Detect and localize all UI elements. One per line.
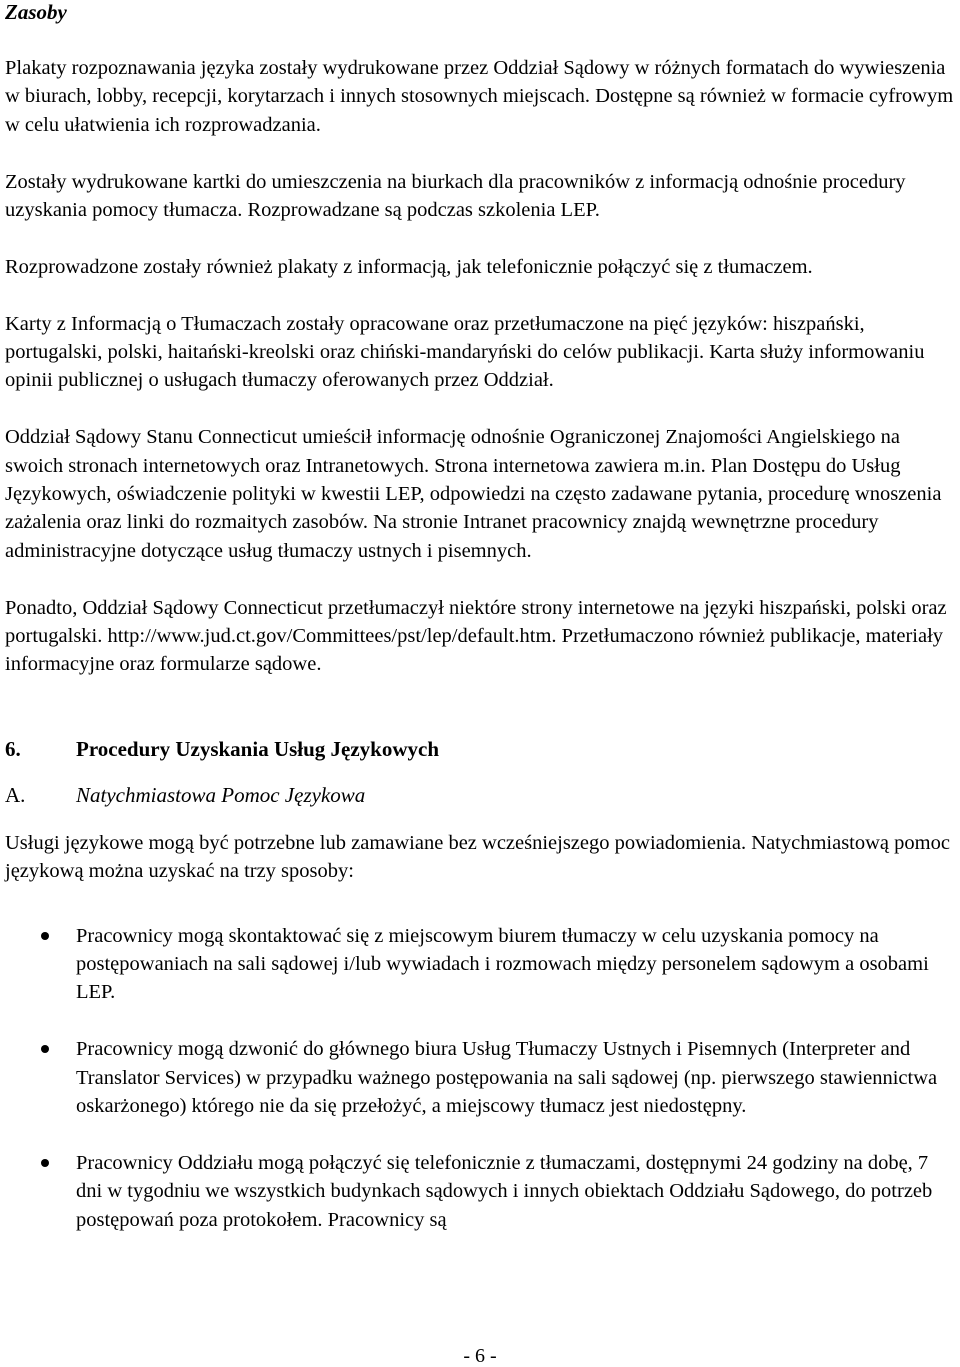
document-page: [5, 0, 955, 1263]
paragraph-interpreter-cards: Karty z Informacją o Tłumaczach zostały opracowane oraz przetłumaczone na pięć języków: hiszpański, portugalski, polski, haitański-kreolski oraz chiński-mandaryński do celów publikacji. Karta służy informowaniu opinii publicznej o usługach tłumaczy oferowanych przez Oddział.: [5, 312, 925, 392]
subsection-heading: [5, 781, 955, 809]
bullet-icon: [41, 1159, 49, 1167]
subsection-letter: A.: [5, 782, 26, 807]
methods-list: [5, 922, 955, 1234]
section-title: Procedury Uzyskania Usług Językowych: [76, 736, 440, 761]
list-item-text: Pracownicy Oddziału mogą połączyć się telefonicznie z tłumaczami, dostępnymi 24 godziny na dobę, 7 dni w tygodniu we wszystkich budynkach sądowych i innych obiektach Oddziału Sądowego, do potrzeb postępowań poza protokołem. Pracownicy są: [76, 1151, 933, 1231]
list-item-text: Pracownicy mogą dzwonić do głównego biura Usług Tłumaczy Ustnych i Pisemnych (Interpreter and Translator Services) w przypadku ważnego postępowania na sali sądowej (np. pierwszego stawiennictwa oskarżonego) którego nie da się przełożyć, a miejscowy tłumacz jest niedostępny.: [76, 1038, 938, 1118]
list-item: [5, 1149, 955, 1234]
paragraph-website-info: Oddział Sądowy Stanu Connecticut umieścił informację odnośnie Ograniczonej Znajomości Angielskiego na swoich stronach internetowych oraz Intranetowych. Strona internetowa zawiera m.in. Plan Dostępu do Usług Językowych, oświadczenie polityki w kwestii LEP, odpowiedzi na często zadawane pytania, procedurę wnoszenia zażalenia oraz linki do rozmaitych zasobów. Na stronie Intranet pracownicy znajdą wewnętrzne procedury administracyjne dotyczące usług tłumaczy ustnych i pisemnych.: [5, 426, 942, 562]
list-item: [5, 922, 955, 1007]
paragraph-intro: Usługi językowe mogą być potrzebne lub zamawiane bez wcześniejszego powiadomienia. Natychmiastową pomoc językową można uzyskać na trzy sposoby:: [5, 831, 950, 883]
bullet-icon: [41, 1045, 49, 1053]
resources-heading: Zasoby: [5, 0, 67, 24]
list-item-text: Pracownicy mogą skontaktować się z miejscowym biurem tłumaczy w celu uzyskania pomocy na postępowaniach na sali sądowej i/lub wywiadach i rozmowach między personelem sądowym a osobami LEP.: [76, 924, 929, 1004]
spacer: [5, 24, 955, 54]
page-number: - 6 -: [463, 1345, 497, 1367]
section-number: 6.: [5, 736, 21, 761]
bullet-icon: [41, 932, 49, 940]
section-heading: [5, 735, 955, 763]
paragraph-desk-cards: Zostały wydrukowane kartki do umieszczenia na biurkach dla pracowników z informacją odnośnie procedury uzyskania pomocy tłumacza. Rozprowadzane są podczas szkolenia LEP.: [5, 170, 906, 222]
subsection-title: Natychmiastowa Pomoc Językowa: [76, 782, 366, 807]
paragraph-phone-posters: Rozprowadzone zostały również plakaty z informacją, jak telefonicznie połączyć się z tłumaczem.: [5, 255, 813, 278]
list-item: [5, 1035, 955, 1120]
paragraph-translated-pages: Ponadto, Oddział Sądowy Connecticut przetłumaczył niektóre strony internetowe na języki hiszpański, polski oraz portugalski. http://www.jud.ct.gov/Committees/pst/lep/default.htm. Przetłumaczono również publikacje, materiały informacyjne oraz formularze sądowe.: [5, 596, 947, 676]
paragraph-posters: Plakaty rozpoznawania języka zostały wydrukowane przez Oddział Sądowy w różnych formatach do wywieszenia w biurach, lobby, recepcji, korytarzach i innych stosownych miejscach. Dostępne są również w formacie cyfrowym w celu ułatwienia ich rozprowadzania.: [5, 57, 954, 136]
